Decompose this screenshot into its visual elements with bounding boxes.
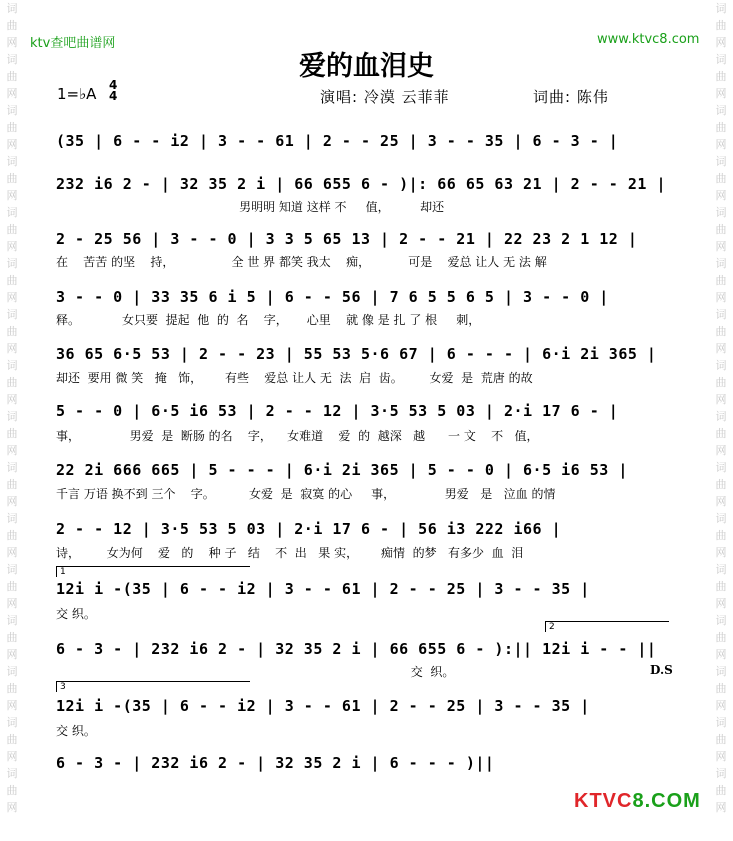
lyrics-line-10: 交 织。 [56, 665, 455, 679]
score-line-12: 6 - 3 - | 232 i6 2 - | 32 35 2 i | 6 - - - )|| [56, 754, 495, 772]
site-name-left[interactable]: ktv查吧曲谱网 [30, 36, 116, 51]
lyrics-line-3: 在 苦苦 的坚 持， 全 世 界 都笑 我太 痴， 可是 爱总 让人 无 法 解 [56, 255, 547, 269]
composer-credit: 词曲: 陈伟 [533, 88, 609, 106]
dal-segno-mark: D.S [650, 663, 673, 677]
score-line-6: 5 - - 0 | 6·5 i6 53 | 2 - - 12 | 3·5 53 5 03 | 2·i 17 6 - | [56, 402, 619, 420]
score-line-4: 3 - - 0 | 33 35 6 i 5 | 6 - - 56 | 7 6 5 5 6 5 | 3 - - 0 | [56, 288, 609, 306]
watermark-left: 词曲网词曲网词曲网词曲网词曲网词曲网词曲网词曲网词曲网词曲网词曲网词曲网词曲网词曲网词曲网词曲网 [6, 2, 18, 814]
lyrics-line-9: 交 织。 [56, 607, 96, 621]
volta-bracket-1: 1 [56, 566, 250, 577]
score-line-10: 6 - 3 - | 232 i6 2 - | 32 35 2 i | 66 655 6 - ):|| 12i i - - || [56, 640, 657, 658]
lyrics-line-11: 交 织。 [56, 724, 96, 738]
score-line-8: 2 - - 12 | 3·5 53 5 03 | 2·i 17 6 - | 56 i3 222 i66 | [56, 520, 562, 538]
brand-part-2: 8.COM [632, 790, 701, 812]
meter-bottom: 4 [109, 89, 118, 103]
song-title: 爱的血泪史 [299, 51, 434, 82]
lyrics-line-6: 事， 男爱 是 断肠 的名 字， 女难道 爱 的 越深 越 一 文 不 值， [56, 429, 539, 443]
volta-bracket-3: 3 [56, 681, 250, 692]
time-signature [109, 80, 117, 102]
meter-top: 4 [109, 78, 118, 92]
watermark-right: 词曲网词曲网词曲网词曲网词曲网词曲网词曲网词曲网词曲网词曲网词曲网词曲网词曲网词曲网词曲网词曲网 [715, 2, 727, 814]
lyrics-line-8: 诗， 女为何 爱 的 种 子 结 不 出 果 实， 痴情 的梦 有多少 血 泪 [56, 546, 524, 560]
key-signature: 1=♭A [57, 85, 97, 103]
score-line-1: (35 | 6 - - i2 | 3 - - 61 | 2 - - 25 | 3 - - 35 | 6 - 3 - | [56, 132, 619, 150]
brand-part-1: KTVC [574, 790, 633, 812]
score-line-9: 12i i -(35 | 6 - - i2 | 3 - - 61 | 2 - - 25 | 3 - - 35 | [56, 580, 590, 598]
lyrics-line-4: 释。 女只要 提起 他 的 名 字， 心里 就 像 是 扎 了 根 刺， [56, 313, 481, 327]
score-line-7: 22 2i 666 665 | 5 - - - | 6·i 2i 365 | 5 - - 0 | 6·5 i6 53 | [56, 461, 628, 479]
score-line-11: 12i i -(35 | 6 - - i2 | 3 - - 61 | 2 - - 25 | 3 - - 35 | [56, 697, 590, 715]
lyrics-line-7: 千言 万语 换不到 三个 字。 女爱 是 寂寞 的心 事， 男爱 是 泣血 的情 [56, 487, 556, 501]
lyrics-line-5: 却还 要用 微 笑 掩 饰， 有些 爱总 让人 无 法 启 齿。 女爱 是 荒唐 的故 [56, 371, 533, 385]
score-line-5: 36 65 6·5 53 | 2 - - 23 | 55 53 5·6 67 | 6 - - - | 6·i 2i 365 | [56, 345, 657, 363]
score-line-3: 2 - 25 56 | 3 - - 0 | 3 3 5 65 13 | 2 - - 21 | 22 23 2 1 12 | [56, 230, 638, 248]
singer-credit: 演唱: 冷漠 云菲菲 [320, 88, 450, 106]
volta-bracket-2: 2 [545, 621, 669, 632]
brand-logo [574, 790, 701, 813]
score-line-2: 232 i6 2 - | 32 35 2 i | 66 655 6 - )|: 66 65 63 21 | 2 - - 21 | [56, 175, 666, 193]
lyrics-line-2: 男明明 知道 这样 不 值， 却还 [56, 200, 445, 214]
site-url-right[interactable]: www.ktvc8.com [597, 32, 700, 47]
